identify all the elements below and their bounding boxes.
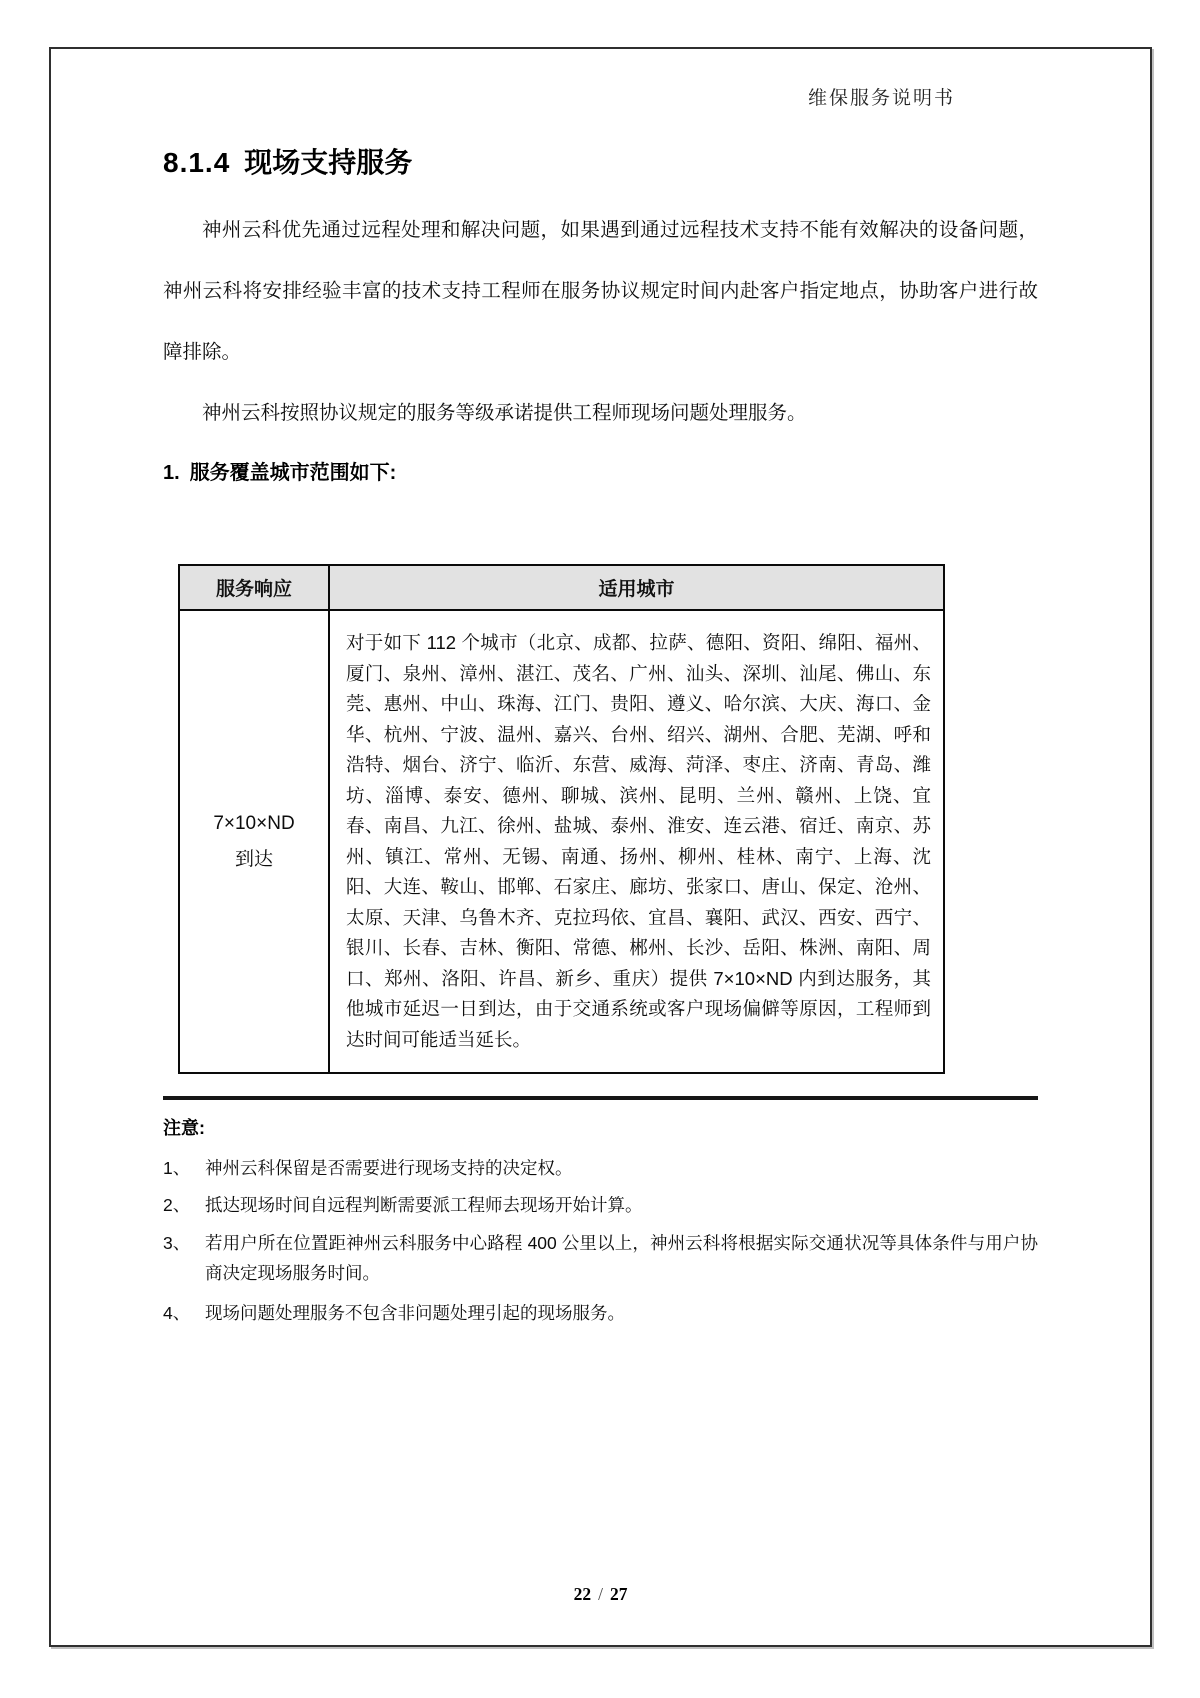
note-marker-4: 4、 [163,1303,191,1323]
document-header [163,49,1038,110]
paragraph-1: 神州云科优先通过远程处理和解决问题，如果遇到通过远程技术支持不能有效解决的设备问题，神州云科将安排经验丰富的技术支持工程师在服务协议规定时间内赴客户指定地点，协助客户进行故障排除。 [163,219,1038,363]
page-footer [51,1584,1150,1605]
list-heading [163,460,1038,486]
note-marker-3: 3、 [163,1233,191,1253]
note-item-4 [163,1298,1038,1328]
note-text-2: 抵达现场时间自远程判断需要派工程师去现场开始计算。 [205,1195,643,1215]
table-header-response: 服务响应 [179,565,329,610]
paragraph-2: 神州云科按照协议规定的服务等级承诺提供工程师现场问题处理服务。 [202,402,807,424]
page-content [51,49,1150,1645]
note-item-1 [163,1153,1038,1183]
table-header-cities: 适用城市 [329,565,944,610]
cities-cell: 对于如下 112 个城市（北京、成都、拉萨、德阳、资阳、绵阳、福州、厦门、泉州、漳州、湛江、茂名、广州、汕头、深圳、汕尾、佛山、东莞、惠州、中山、珠海、江门、贵阳、遵义、哈尔滨、大庆、海口、金华、杭州、宁波、温州、嘉兴、台州、绍兴、湖州、合肥、芜湖、呼和浩特、烟台、济宁、临沂、东营、威海、菏泽、枣庄、济南、青岛、潍坊、淄博、泰安、德州、聊城、滨州、昆明、兰州、赣州、上饶、宜春、南昌、九江、徐州、盐城、泰州、淮安、连云港、宿迁、南京、苏州、镇江、常州、无锡、南通、扬州、柳州、桂林、南宁、上海、沈阳、大连、鞍山、邯郸、石家庄、廊坊、张家口、唐山、保定、沧州、太原、天津、乌鲁木齐、克拉玛依、宜昌、襄阳、武汉、西安、西宁、银川、长春、吉林、衡阳、常德、郴州、长沙、岳阳、株洲、南阳、周口、郑州、洛阳、许昌、新乡、重庆）提供 7×10×ND 内到达服务，其他城市延迟一日到达，由于交通系统或客户现场偏僻等原因，工程师到达时间可能适当延长。 [329,610,944,1073]
note-item-3 [163,1228,1038,1288]
note-marker-1: 1、 [163,1158,191,1178]
section-divider [163,1096,1038,1100]
service-city-table [178,564,945,1074]
footer-current-page: 22 [573,1584,592,1604]
page-frame [49,47,1152,1647]
list-heading-text: 服务覆盖城市范围如下: [189,462,397,484]
section-title: 现场支持服务 [244,147,413,178]
note-text-1: 神州云科保留是否需要进行现场支持的决定权。 [205,1158,573,1178]
footer-total-pages: 27 [609,1584,628,1604]
table-header-row [179,565,944,610]
note-text-3: 若用户所在位置距神州云科服务中心路程 400 公里以上，神州云科将根据实际交通状况等具体条件与用户协商决定现场服务时间。 [205,1233,1038,1283]
footer-separator: / [598,1584,603,1604]
response-line-1: 7×10×ND [213,812,295,834]
response-cell [179,610,329,1073]
section-heading [163,146,1038,180]
table-row [179,610,944,1073]
response-line-2: 到达 [234,848,273,870]
note-marker-2: 2、 [163,1195,191,1215]
list-heading-number: 1. [163,462,180,484]
note-item-2 [163,1190,1038,1220]
section-number: 8.1.4 [163,147,231,178]
header-title: 维保服务说明书 [807,88,955,109]
note-text-4: 现场问题处理服务不包含非问题处理引起的现场服务。 [205,1303,625,1323]
notes-label: 注意: [163,1118,205,1138]
